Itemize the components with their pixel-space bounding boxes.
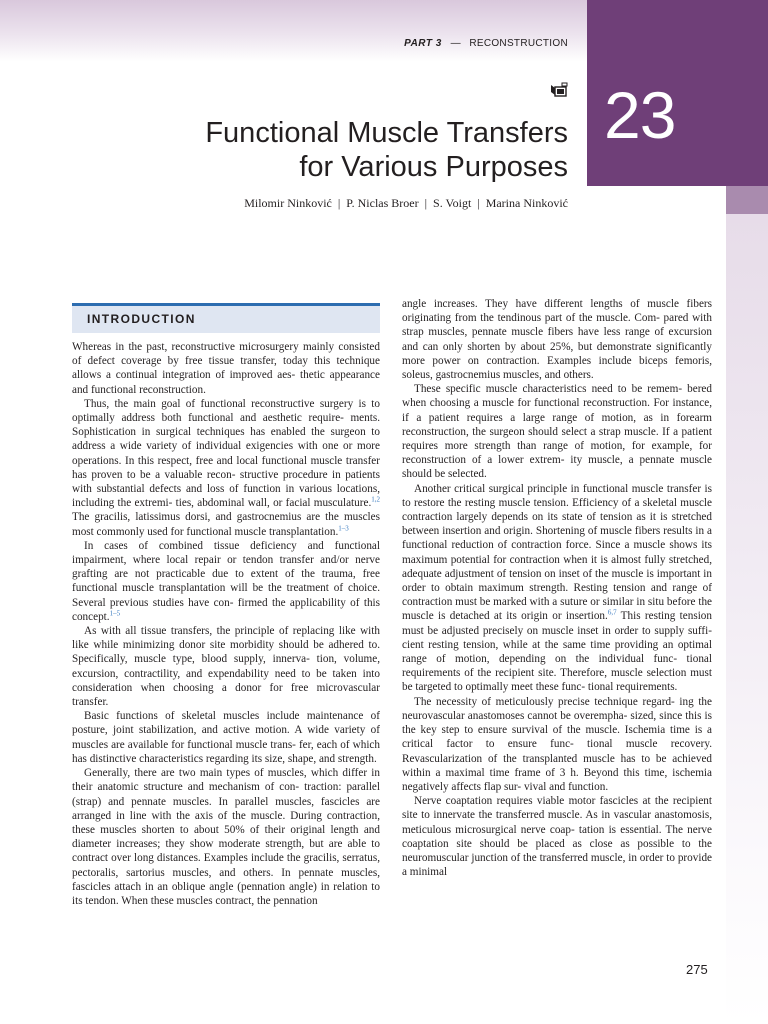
paragraph: Nerve coaptation requires viable motor fascicles at the recipient site to innervate the transferred muscle. As in vascular anastomosis, meticulous microsurgical nerve coap- tation is essential. The nerve coaptation site should be placed as close as possible to the neuromuscular junction of the transferred muscle, in order to provide a minimal xyxy=(402,795,712,879)
author: Milomir Ninković xyxy=(244,196,332,210)
paragraph: Another critical surgical principle in functional muscle transfer is to restore the resting muscle tension. Efficiency of a skeletal muscle contraction largely depends on its state of tension as it is stretched between insertion and origin. Shortening of muscle fibers results in a functional reduction of contraction force. Since a muscle shows its maximum potential for contraction when it is almost fully stretched, adequate adjustment of tension on inset of the muscle is important in order to obtain maximum strength. Resting tension and range of contraction must be marked with a suture or similar in situ before the muscle is detached at its origin or insertion.$^{6,7}$ This resting tension must be adjusted precisely on muscle inset in order to supply suffi- cient resting tension, while at the same time providing an optimal range of motion, depending on the individual func- tional requirements of the recipient site. Therefore, muscle selection must be targeted to optimally meet these func- tional requirements. xyxy=(402,482,712,694)
paragraph: As with all tissue transfers, the principle of replacing like with like while minimizing donor site morbidity should be adhered to. Specifically, muscle type, blood supply, innerva- tion, volume, excursion, contractility, and expendability need to be taken into consideration when choosing a donor for free microvascular transfer. xyxy=(72,625,380,709)
chapter-title xyxy=(205,116,568,184)
section-label: RECONSTRUCTION xyxy=(469,38,568,49)
author-separator: | xyxy=(424,196,428,210)
paragraph: The necessity of meticulously precise technique regard- ing the neurovascular anastomoses cannot be overempha- sized, since this is the key step to ensure survival of the muscle. Ischemia time is a critical factor to ensure func- tional muscle recovery. Revascularization of the transplanted muscle has to be achieved within a maximal time frame of 3 h. Beyond this time, ischemia negatively affects flap sur- vival and function. xyxy=(402,695,712,793)
author-list xyxy=(244,196,568,211)
part-label: PART 3 xyxy=(404,38,442,49)
header-band xyxy=(0,0,587,62)
citation[interactable]: 1,2 xyxy=(371,495,380,504)
citation[interactable]: 6,7 xyxy=(607,608,617,617)
author-separator: | xyxy=(337,196,341,210)
paragraph: In cases of combined tissue deficiency and functional impairment, where local repair or tendon transfer and/or nerve grafting are not practicable due to extent of the trauma, free functional muscle transplantation will be the treatment of choice. Several previous studies have con- firmed the applicability of this concept.$^{1-5}$ xyxy=(72,539,380,623)
running-header xyxy=(404,38,568,49)
paragraph: Thus, the main goal of functional reconstructive surgery is to optimally address both functional and aesthetic require- ments. Sophistication in surgical techniques has enabled the surgeon to address a wide variety of individual exigencies with one or more operations. In this respect, free and local functional muscle transfer has proven to be a valuable recon- structive procedure in patients with substantial defects and loss of function in various locations, including the extremi- ties, abdominal wall, or facial musculature.$^{1,2}$ The gracilis, latissimus dorsi, and gastrocnemius are the muscles most commonly used for functional muscle transplantation.$^{1-3}$ xyxy=(72,397,380,538)
paragraph: Whereas in the past, reconstructive microsurgery mainly consisted of defect coverage by free tissue transfer, today this technique allows a continual integration of improved aes- thetic appearance and functional reconstruction. xyxy=(72,341,380,396)
left-column xyxy=(72,340,380,908)
video-icon xyxy=(549,82,569,100)
chapter-title-line2: for Various Purposes xyxy=(299,151,568,183)
paragraph: angle increases. They have different lengths of muscle fibers originating from the tendinous part of the muscle. Com- pared with strap muscles, pennate muscle fibers have less range of excursion and can only shorten by about 25%, but demonstrate significantly more power on contraction. Examples include biceps femoris, soleus, gastrocnemius muscles, and others. xyxy=(402,298,712,382)
citation[interactable]: 1–3 xyxy=(338,523,349,532)
chapter-tab xyxy=(726,186,768,214)
author: S. Voigt xyxy=(433,196,472,210)
author: P. Niclas Broer xyxy=(346,196,419,210)
paragraph: Basic functions of skeletal muscles include maintenance of posture, joint stabilization, and active motion. A wide variety of muscles are available for functional muscle trans- fer, each of which has distinctive characteristics regarding its size, shape, and strength. xyxy=(72,710,380,765)
chapter-number: 23 xyxy=(604,78,676,152)
header-separator: — xyxy=(450,38,461,49)
page-number: 275 xyxy=(686,962,708,977)
margin-strip xyxy=(726,186,768,1024)
citation[interactable]: 1–5 xyxy=(109,609,121,618)
author-separator: | xyxy=(477,196,480,210)
right-column xyxy=(402,297,712,879)
author: Marina Ninković xyxy=(485,196,568,210)
section-heading-box xyxy=(72,303,380,333)
paragraph: Generally, there are two main types of muscles, which differ in their anatomic structure and mechanism of con- traction: parallel (strap) and pennate muscles. In parallel muscles, fascicles are arranged in line with the axis of the muscle. During contraction, these muscles shorten to about 50% of their original length and diameter increases; they show moderate strength, but are able to contract over long distances. Examples include the gracilis, serratus, pectoralis, sartorius muscles, and others. In pennate muscles, fascicles attach in an oblique angle (pennation angle) in relation to its tendon. When these muscles contract, the pennation xyxy=(72,767,380,907)
paragraph: These specific muscle characteristics need to be remem- bered when choosing a muscle for functional reconstruction. For instance, if a patient requires a large range of motion, as in forearm reconstruction, the surgeon should select a strap muscle. If a patient requires more strength than range of motion, for example, for reconstruction of a lower extrem- ity muscle, a pennate muscle should be selected. xyxy=(402,383,712,481)
chapter-title-line1: Functional Muscle Transfers xyxy=(205,117,568,149)
section-heading: INTRODUCTION xyxy=(87,312,196,326)
